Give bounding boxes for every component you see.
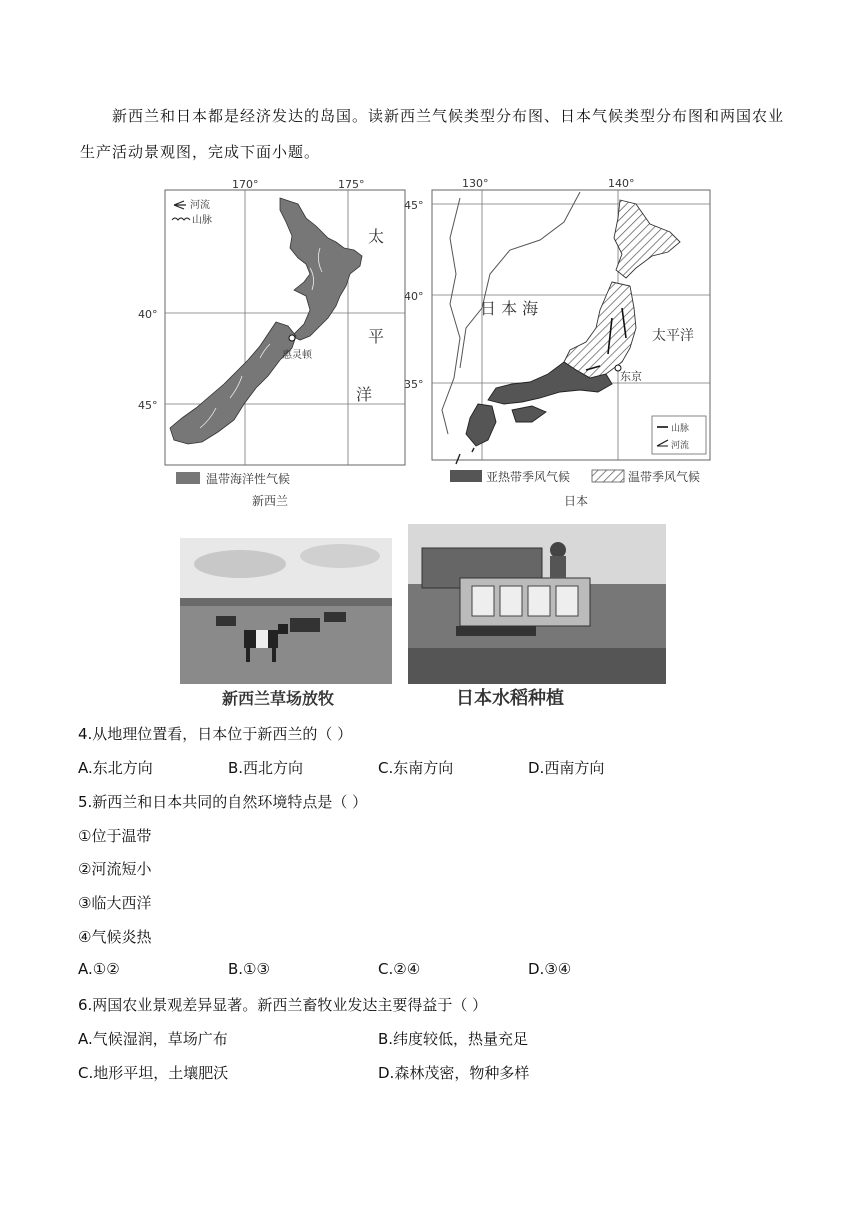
- q5-item-1: ①位于温带: [78, 827, 152, 845]
- question-4-stem: 4.从地理位置看，日本位于新西兰的（ ）: [78, 725, 353, 743]
- nz-climate-swatch: [176, 472, 200, 484]
- wellington-marker: [289, 335, 295, 341]
- jp-climate-swatch-2: [592, 470, 624, 482]
- q6-option-c[interactable]: C.地形平坦，土壤肥沃: [78, 1064, 229, 1082]
- q5-option-a[interactable]: A.①②: [78, 960, 120, 978]
- question-5-stem: 5.新西兰和日本共同的自然环境特点是（ ）: [78, 793, 368, 811]
- jp-photo-caption: 日本水稻种植: [456, 688, 564, 709]
- q6-option-a[interactable]: A.气候湿润，草场广布: [78, 1030, 228, 1048]
- jp-lat-35: 35°: [404, 378, 424, 391]
- jp-lon-130: 130°: [462, 177, 489, 190]
- nz-caption: 新西兰: [252, 494, 289, 508]
- q5-option-c[interactable]: C.②④: [378, 960, 421, 978]
- figure-maps-and-photos: [138, 177, 720, 709]
- q4-option-c[interactable]: C.东南方向: [378, 759, 454, 777]
- jp-caption: 日本: [564, 494, 589, 508]
- nz-ocean-char-1: 太: [368, 227, 385, 246]
- new-zealand-map: [138, 178, 405, 508]
- jp-city-tokyo: 东京: [620, 370, 642, 383]
- question-6-stem: 6.两国农业景观差异显著。新西兰畜牧业发达主要得益于（ ）: [78, 996, 488, 1014]
- nz-lon-170: 170°: [232, 178, 259, 191]
- jp-sea-label: 日 本 海: [480, 299, 539, 318]
- nz-legend-river: 河流: [190, 200, 210, 211]
- nz-lon-175: 175°: [338, 178, 365, 191]
- q5-option-b[interactable]: B.①③: [228, 960, 270, 978]
- japan-map: [404, 177, 710, 508]
- nz-photo-caption: 新西兰草场放牧: [222, 689, 335, 708]
- nz-ocean-char-3: 洋: [356, 385, 373, 404]
- jp-rice-photo: [408, 524, 666, 684]
- jp-climate-legend-2: 温带季风气候: [628, 470, 701, 484]
- jp-ocean-label: 太平洋: [652, 328, 694, 344]
- jp-legend-mountain: 山脉: [671, 424, 690, 434]
- q4-option-b[interactable]: B.西北方向: [228, 759, 304, 777]
- jp-lat-40: 40°: [404, 290, 424, 303]
- intro-text: 新西兰和日本都是经济发达的岛国。读新西兰气候类型分布图、日本气候类型分布图和两国农业生产活动景观图，完成下面小题。: [80, 107, 785, 161]
- nz-climate-legend: 温带海洋性气候: [206, 472, 291, 486]
- q6-option-b[interactable]: B.纬度较低，热量充足: [378, 1030, 529, 1048]
- intro-paragraph: [80, 98, 790, 170]
- nz-city-wellington: 惠灵顿: [282, 350, 312, 361]
- nz-pasture-photo: [180, 538, 392, 684]
- jp-legend-river: 河流: [671, 441, 690, 451]
- q5-item-4: ④气候炎热: [78, 928, 152, 946]
- jp-climate-swatch-1: [450, 470, 482, 482]
- q4-option-a[interactable]: A.东北方向: [78, 759, 153, 777]
- nz-lat-45: 45°: [138, 399, 158, 412]
- q5-item-3: ③临大西洋: [78, 894, 152, 912]
- nz-ocean-char-2: 平: [368, 327, 385, 346]
- nz-lat-40: 40°: [138, 308, 158, 321]
- q4-option-d[interactable]: D.西南方向: [528, 759, 605, 777]
- jp-lon-140: 140°: [608, 177, 635, 190]
- jp-climate-legend-1: 亚热带季风气候: [486, 470, 571, 484]
- q5-item-2: ②河流短小: [78, 860, 152, 878]
- q5-option-d[interactable]: D.③④: [528, 960, 572, 978]
- jp-lat-45: 45°: [404, 199, 424, 212]
- q6-option-d[interactable]: D.森林茂密，物种多样: [378, 1064, 530, 1082]
- nz-legend-mountain: 山脉: [192, 215, 212, 226]
